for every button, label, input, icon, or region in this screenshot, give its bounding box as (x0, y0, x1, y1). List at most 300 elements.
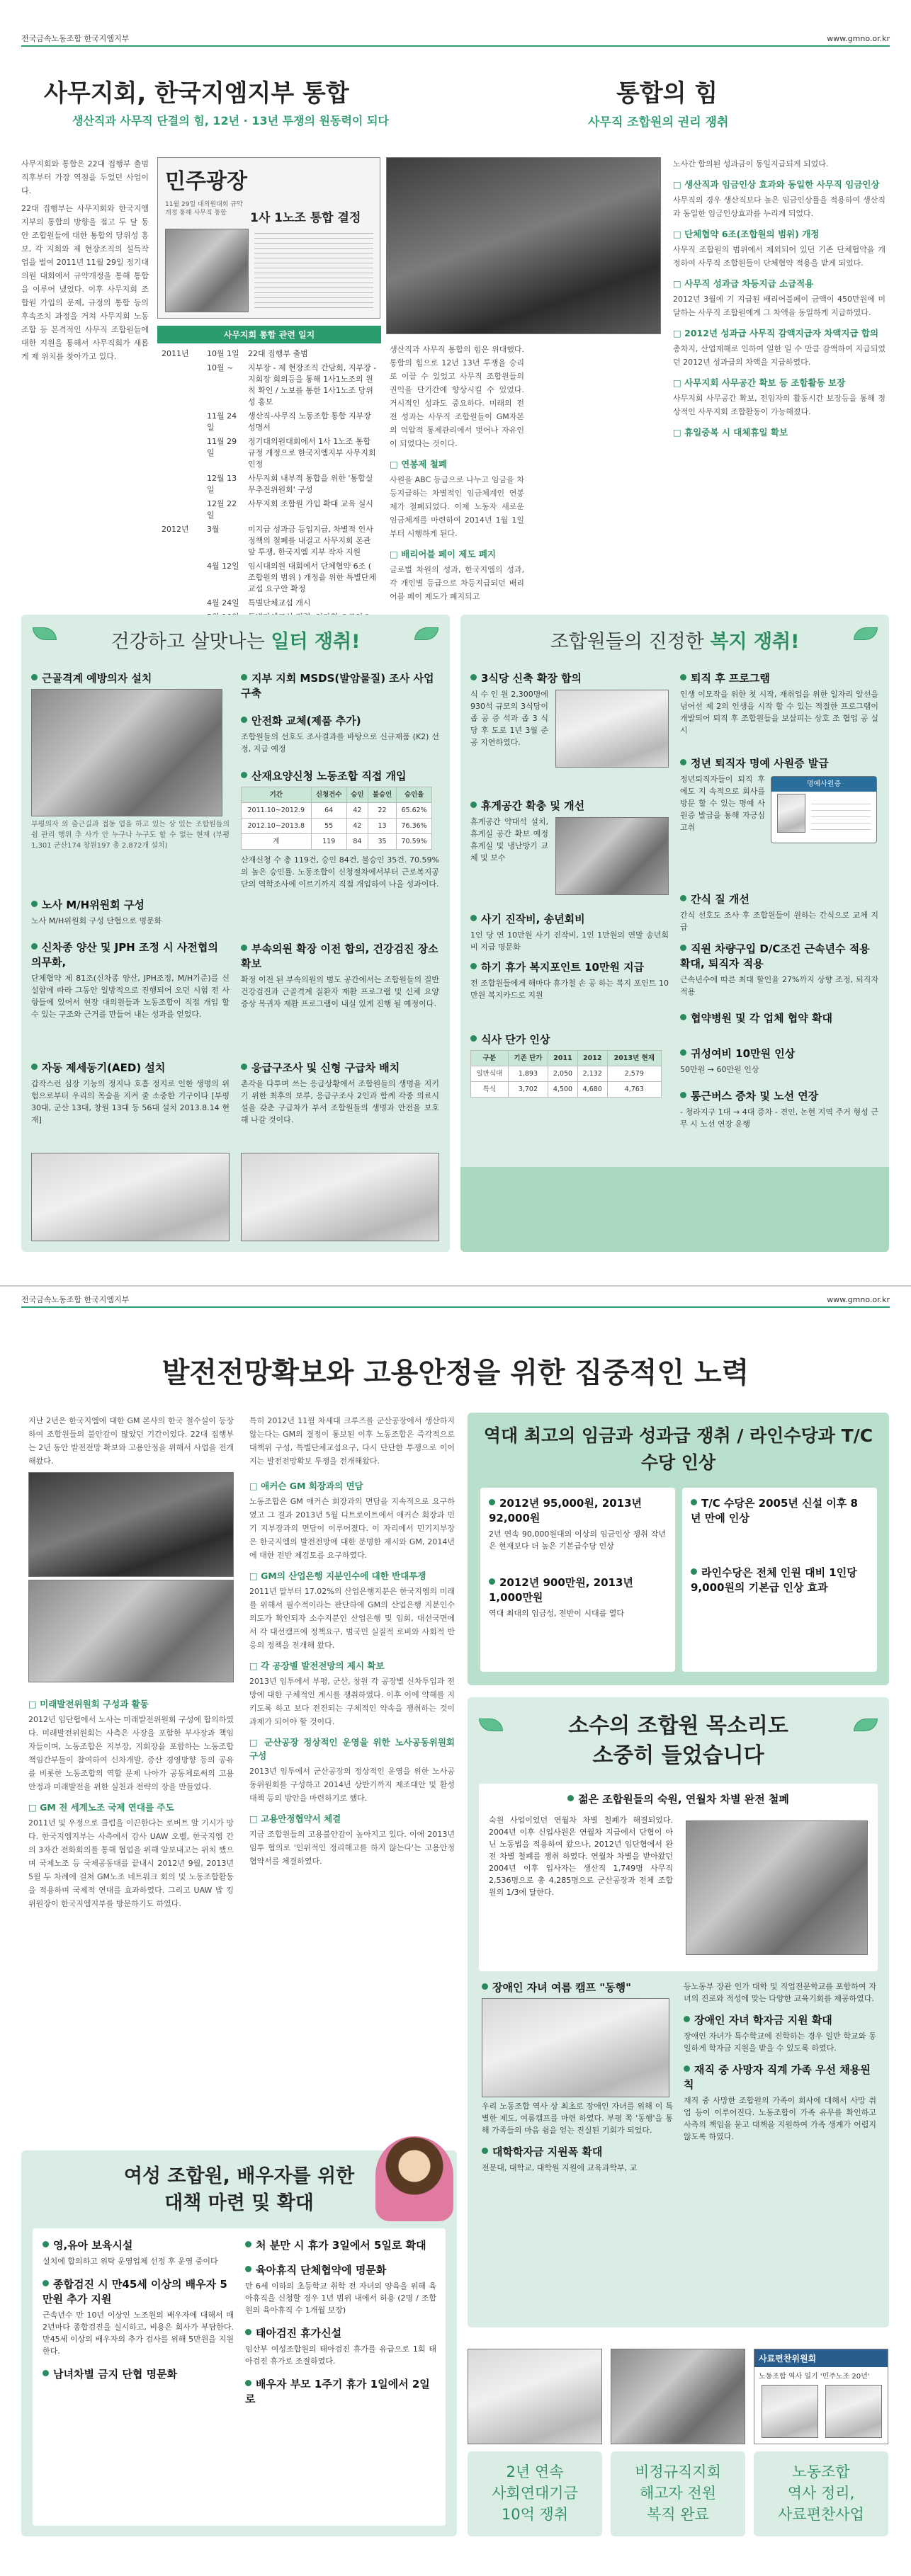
item-rest (470, 799, 669, 864)
bullet-dot-icon (241, 945, 247, 951)
women-title-a: 여성 조합원, 배우자를 위한 (123, 2165, 355, 2187)
wage-item (489, 1496, 666, 1552)
women-panel (21, 2150, 457, 2536)
section-body: 노동조합은 GM 애커슨 회장과의 면담을 지속적으로 요구하였고 그 결과 2013년 5월 디트로이트에서 애커슨 회장과 민기 지부장과의 면담이 이루어졌다. 이 자리에서 민기지부장은 한국지엠의 발전전망에 대한 분명한 제시와 GM, 2014년에 대한 전반 제검토를 요구하였다. (249, 1497, 455, 1560)
item-chair (31, 671, 230, 851)
item-head: 근골격계 예방의자 설치 (42, 672, 152, 685)
bullet-dot-icon (489, 1578, 495, 1585)
timeline-cell: 12월 13일 (207, 474, 237, 494)
item-body: 우리 노동조합 역사 상 최초로 장애인 자녀를 위해 이 특별한 제도, 여름캠프를 마련 하였다. 부평 쪽 '동행'을 통해 가족들의 마음 쉼을 얻는 진실된 기회가 되었다. (482, 2102, 673, 2135)
p2-middle-text (249, 1472, 455, 1872)
header-org: 전국금속노동조합 한국지엠지부 (21, 1295, 130, 1304)
p2-intro2-text: 특히 2012년 11월 차세대 크루즈를 군산공장에서 생산하지 않는다는 GM의 결정이 통보된 이후 노동조합은 즉각적으로 대책위 구성, 특별단체교섭요구, 다시 단단한 투쟁으로 이어지는 발전전망확보 투쟁을 전개해왔다. (249, 1416, 455, 1466)
right-title: 통합의 힘 (616, 79, 718, 108)
item-body: 50만원 → 60만원 인상 (680, 1065, 759, 1074)
item-msds (241, 671, 439, 703)
item-vacation (470, 960, 669, 1001)
item-head: 2012년 95,000원, 2013년 92,000원 (489, 1497, 642, 1524)
item-body: 조합원들의 선호도 조사결과를 바탕으로 신규제품 (K2) 선정, 지급 예정 (241, 732, 439, 753)
section-body: 2012년 임단협에서 노사는 미래발전위원회 구성에 합의하였다. 미래발전위원회는 사측은 사장을 포함한 부사장과 책임자들이며, 노동조합은 지부장, 지회장을 포함하는 노동조합 책임간부들이 참여하여 신차개발, 증산 경영방향 등의 공유를 비롯한 노동조합의 역할 문제 나아가 공동체로써의 고용안정과 미래발전을 위한 실천과 전략의 장을 만들었다. (28, 1715, 234, 1791)
timeline-cell: 정기대의원대회에서 1사 1노조 통합 규정 개정으로 한국지엠지부 사무지회 인정 (248, 437, 376, 469)
wage-item (489, 1575, 666, 1619)
bullet-dot-icon (489, 1499, 495, 1505)
item-body: 인생 이모작을 위한 첫 시작, 재취업을 위한 일자리 알선을 넘어선 제 2의 인생을 시작 할 수 있는 적절한 프로그램이 개발되어 퇴직 후 조합원들을 보살피는 상호 조 협업 공 실시 (680, 690, 878, 735)
voice-panel (468, 1697, 889, 2327)
timeline-cell: 11월 29일 (207, 437, 237, 457)
bullet-dot-icon (482, 1983, 488, 1990)
id-card-title: 명예사원증 (771, 777, 876, 792)
item-head: 재직 중 사망자 직계 가족 우선 채용원칙 (684, 2063, 871, 2091)
newspaper-clipping (157, 157, 380, 319)
timeline-cell (157, 409, 203, 435)
page-header (21, 1292, 890, 1308)
card-line: 사회연대기금 (492, 2485, 578, 2502)
table-cell: 2011.10~2012.9 (242, 803, 312, 819)
table-cell: 기존 단가 (508, 1051, 548, 1066)
item-body: 만 6세 이하의 초등학교 취학 전 자녀의 양육을 위해 육아휴직을 신청할 경우 1년 범위 내에서 허용 (2명 / 조합원의 육아휴직 수 1개월 보장) (245, 2281, 436, 2315)
timeline-row (157, 435, 381, 472)
right-section-head: □ 생산직과 임금인상 효과와 동일한 사무직 임금인상 (673, 179, 880, 190)
item-cafeteria (470, 671, 669, 748)
book-cover (825, 2385, 882, 2438)
timeline-cell: 미지급 성과금 등입지급, 차별적 인사정책의 철폐를 내걸고 사무지회 본관 앞 투쟁, 한국지엠 지부 작자 지원 (248, 525, 373, 557)
mid-section-body: 사원을 ABC 등급으로 나누고 임금을 차등지급하는 차별적인 임금체계인 연봉제가 철폐되었다. 이제 노동자 새로운 임금체계를 마련하여 2014년 1월 1일부터 시행하게 된다. (390, 475, 524, 538)
item-head: 자동 제세동기(AED) 설치 (42, 1061, 166, 1074)
p2-left-text (28, 1690, 234, 1915)
item-body: 간식 선호도 조사 후 조합원들이 원하는 간식으로 교체 지급 (680, 911, 878, 932)
camp-photo (482, 1998, 669, 2097)
intro-para: 22대 집행부는 사무지회와 한국지엠지부의 통합의 방향을 접고 두 달 동안 조합원들에 대한 통합의 당위성 홍보, 각 지회와 제 현장조직의 설득작업을 벌여 2011년 11월 29일 정기대의원 대회에서 규약개정을 통해 통합을 이루어 냈었다. 이후 사무지회 조합원 가입의 문제, 규정의 통합 등의 후속조치 과정을 거쳐 사무지회 노동조합 등 본격적인 사무직 조합원들에 대한 지원을 통해서 사무직회가 새롭게 제 위치를 찾아가고 있다. (21, 204, 149, 361)
section-head: □ 고용안정협약서 체결 (249, 1813, 341, 1824)
bullet-dot-icon (680, 759, 686, 765)
bullet-dot-icon (31, 943, 38, 950)
item-bus (680, 1089, 878, 1130)
item-head: 퇴직 후 프로그램 (691, 672, 770, 685)
table-cell: 2012.10~2013.8 (242, 819, 312, 834)
timeline-cell (157, 435, 203, 472)
item-body: 정년퇴직자들이 퇴직 후에도 지 속적으로 회사를 방문 할 수 있는 명예 사원증 발급을 통해 자긍심 고취 (680, 775, 765, 832)
bullet-dot-icon (691, 1499, 697, 1505)
bullet-dot-icon (31, 1064, 38, 1070)
right-section-head: □ 사무지회 사무공간 확보 등 조합활동 보장 (673, 377, 846, 388)
table-cell: 35 (368, 834, 396, 850)
item-body: 단체협약 제 81조(신차종 양산, JPH조정, M/H기준)를 신설함에 따라 그동안 일방적으로 진행되어 오던 시험 전 사항들에 있어서 현장 대의원들과 노동조합이 직접 개입 할 수 있는 구조와 근거를 만들어 내는 성과를 얻었다. (31, 974, 230, 1019)
right-text: 노사간 합의된 성과금이 동일지급되게 되었다. (673, 159, 829, 169)
item-mh (31, 898, 230, 927)
mid-text: 생산직과 사무직 통합의 힘은 위대했다. 통합의 힘으로 12년 13년 투쟁을 승리로 이끌 수 있었고 사무직 조합원들의 권익을 단기간에 향상시킬 수 있었다. 거시적인 성과도 중요하다. 미래의 전 전 성과는 사무직 조합원들이 GM자본의 억압적 통제관리에서 벗어나 자유인이 되었다는 것이다. (390, 345, 524, 448)
mid-section-head: □ 배리어블 페이 제도 폐지 (390, 549, 496, 559)
aed-photo (31, 1153, 230, 1241)
bullet-dot-icon (241, 674, 247, 680)
bullet-dot-icon (680, 945, 686, 951)
bullet-dot-icon (482, 2148, 488, 2154)
table-cell: 승인 (346, 787, 368, 803)
item-head: 귀성여비 10만원 인상 (691, 1047, 796, 1060)
item-homecoming (680, 1047, 878, 1076)
voice-right (684, 1981, 876, 2143)
item-body: 재직 중 사망한 조합원의 가족이 회사에 대해서 사망 취업 등이 이루어진다. 노동조합이 가족 유무를 확인하고 사측의 책임을 묻고 대책을 지원하여 가족 생계가 어렵지 않도록 하였다. (684, 2096, 876, 2141)
book-cover (762, 2385, 818, 2438)
item-body: 설치에 합의하고 위탁 운영업체 선정 후 운영 중이다 (43, 2257, 218, 2266)
voice-main (489, 1792, 868, 1898)
table-row (242, 803, 432, 819)
item-head: 대학학자금 지원폭 확대 (492, 2145, 603, 2158)
table-cell: 2013년 현재 (607, 1051, 661, 1066)
bullet-dot-icon (31, 901, 38, 907)
item-car (680, 942, 878, 998)
bullet-dot-icon (691, 1568, 697, 1575)
bullet-dot-icon (43, 2370, 49, 2376)
timeline-row (157, 361, 381, 409)
id-card (771, 776, 877, 843)
item-clinic (241, 942, 439, 1010)
chair-photo (31, 689, 222, 816)
bullet-dot-icon (245, 2329, 251, 2335)
item-body: 장애인 자녀가 특수학교에 진학하는 경우 일반 학교와 동일하게 학자금 지원을 받을 수 있도록 하였다. (684, 2031, 876, 2053)
table-cell: 22 (368, 803, 396, 819)
timeline-cell: 임시대의원 대회에서 단체협약 6조 ( 조합원의 범위 ) 개정을 위한 특별단체교섭 요구안 확정 (248, 562, 377, 593)
item-body: 근속년수에 따른 최대 할인율 27%까지 상향 조정, 퇴직자 적용 (680, 975, 878, 996)
timeline-cell (157, 361, 203, 409)
table-cell: 64 (311, 803, 346, 819)
section-head: □ GM 전 세계노조 국제 연대를 주도 (28, 1802, 174, 1813)
bullet-dot-icon (470, 674, 477, 680)
item-head: 육아휴직 단체협약에 명문화 (256, 2264, 387, 2276)
card-line: 비정규직지회 (635, 2463, 721, 2480)
work-panel-title (21, 626, 450, 654)
bullet-dot-icon (43, 2280, 49, 2286)
table-cell: 4,763 (607, 1082, 661, 1098)
bottom-card-fund (468, 2451, 602, 2536)
item-retire (680, 671, 878, 736)
timeline-cell: 4월 24일 (207, 598, 239, 608)
chair-caption: 부평의자 외 출근길과 접동 업을 하고 있는 상 있는 조합원들의 쉼 관리 행위 추 사가 안 누구나 누구도 할 수 없는 현재 (부평 1,301 군산174 창원197 총 2,872개 설치) (31, 821, 230, 850)
welfare-title-b: 복지 쟁취! (710, 631, 800, 653)
table-cell: 2,579 (607, 1066, 661, 1082)
timeline-row (157, 559, 381, 596)
table-cell: 119 (311, 834, 346, 850)
table-cell: 55 (311, 819, 346, 834)
item-head: 통근버스 증차 및 노선 연장 (691, 1090, 819, 1102)
right-section-head: □ 사무직 성과급 차등지급 소급적용 (673, 278, 814, 289)
timeline-cell: 사무지회 조합원 가입 확대 교육 실시 (248, 499, 373, 508)
item-body: 전 조합원들에게 해마다 휴가철 손 공 하는 복지 포인트 10만원 복지카드로 지원 (470, 979, 669, 1000)
timeline-table (157, 347, 381, 636)
item-head: 휴게공간 확충 및 개선 (481, 799, 585, 812)
timeline-cell: 12월 22일 (207, 499, 237, 520)
right-section-head: □ 2012년 성과급 사무직 감액지급자 차액지급 합의 (673, 328, 879, 338)
voice-title-a: 소수의 조합원 목소리도 (568, 1714, 788, 1738)
wage-right-card (682, 1488, 877, 1672)
newspaper-masthead: 민주광장 (165, 169, 247, 194)
item-head: 라인수당은 전체 인원 대비 1인당 9,000원의 기본급 인상 효과 (691, 1566, 857, 1594)
reinstatement-photo (611, 2349, 745, 2444)
item-head: 산재요양신청 노동조합 직접 개입 (251, 770, 407, 782)
table-cell: 2,132 (577, 1066, 607, 1082)
page-two-title: 발전전망확보와 고용안정을 위한 집중적인 노력 (162, 1357, 749, 1389)
item-meal (470, 1032, 669, 1098)
timeline-cell: 생산직-사무직 노동조합 통합 지부장 성명서 (248, 411, 371, 432)
mid-section-body: 글로벌 차원의 성과, 한국지엠의 성과, 각 개인별 등급으로 차등지급되던 배리어블 페이 제도가 폐지되고 (390, 565, 524, 601)
table-cell: 3,702 (508, 1082, 548, 1098)
right-section-body: 총차지, 산업재해로 인하여 일한 일 수 만큼 감액하여 지급되었던 2012년 성과급의 차액을 지급하였다. (673, 344, 885, 367)
bullet-dot-icon (684, 2016, 690, 2022)
timeline-cell: 사무지회 내부적 통합을 위한 '통합실무추진위원회' 구성 (248, 474, 373, 494)
table-cell: 2011 (548, 1051, 578, 1066)
welfare-panel-footer (460, 1167, 889, 1252)
table-cell: 70.59% (397, 834, 432, 850)
timeline-row (157, 347, 381, 361)
section-head: □ 미래발전위원회 구성과 활동 (28, 1699, 149, 1709)
item-snack (680, 892, 878, 933)
timeline-cell: 2012년 (162, 525, 189, 534)
page-one (0, 0, 911, 1285)
item-ambulance (241, 1061, 439, 1126)
wage-left-card (480, 1488, 675, 1672)
item-industrial (241, 769, 439, 890)
voice-title-b: 소중히 들었습니다 (592, 1743, 764, 1768)
item-head: 태아검진 휴가신설 (256, 2327, 342, 2340)
item-head: 노사 M/H위원회 구성 (42, 899, 145, 911)
section-head: □ 각 공장별 발전전망의 제시 확보 (249, 1660, 385, 1671)
item-head: 처 분만 시 휴가 3일에서 5일로 확대 (256, 2239, 426, 2252)
voice-main-card (479, 1784, 878, 1971)
item-body: 노사 M/H위원회 구성 단협으로 명문화 (31, 916, 162, 925)
intro-para: 사무지회와 통합은 22대 집행부 출범 직후부터 가장 역점을 두었던 사업이다. (21, 159, 149, 195)
table-row (471, 1082, 662, 1098)
bullet-dot-icon (684, 2065, 690, 2072)
item-head: 남녀차별 금지 단협 명문화 (53, 2368, 178, 2381)
bullet-dot-icon (680, 1092, 686, 1098)
header-url: www.gmno.or.kr (827, 1294, 890, 1304)
item-head: 안전화 교체(제품 추가) (251, 714, 361, 727)
item-body: 확정 이전 된 부속의원의 범도 공간에서는 조합원들의 질반 건강검진과 근골격계 질환자 재활 프로그램 및 신체 요양 증상 복귀자 재활 프로그램이 내실 있게 진행 될 예정이다. (241, 975, 439, 1008)
section-body: 2013년 임투에서 군산공장의 정상적인 운영을 위한 노사공동위원회를 구성하고 2014년 상반기까지 제조대안 및 활성대책 등의 방안을 마련하기로 했다. (249, 1767, 455, 1803)
item-morale (470, 912, 669, 953)
item-head: 식사 단가 인상 (481, 1033, 550, 1046)
timeline-cell (157, 472, 203, 497)
bullet-dot-icon (567, 1795, 574, 1801)
timeline-cell: 지부장 - 제 현장조직 간담회, 지부장 - 지회장 회의등을 통해 1사1노조의 원칙 확인 / 노보를 통한 1사1노조 당위성 홍보 (248, 363, 377, 406)
right-section-body: 사무직의 경우 생산직보다 높은 임금인상률을 적용하여 생산직과 동일한 임금인상효과를 누리게 되었다. (673, 195, 885, 218)
item-head: 종합검진 시 만45세 이상의 배우자 5만원 추가 지원 (43, 2278, 227, 2306)
table-cell: 승인율 (397, 787, 432, 803)
work-panel (21, 615, 450, 1252)
book-caption: 노동조합 역사 일기 '민주노조 20년' (759, 2373, 870, 2381)
industrial-note: 산재신청 수 총 119건, 승인 84건, 불승인 35건. 70.59%의 높은 승인률. 노동조합이 신청절차에서부터 근로복지공단의 역학조사에 이르기까지 직접 개입하여 나올 성과이다. (241, 855, 439, 889)
timeline-cell (157, 596, 203, 610)
right-subtitle: 사무직 조합원의 권리 쟁취 (588, 115, 729, 130)
section-body: 2011년 말부터 17.02%의 산업은행지분은 한국지엠의 미래를 위해서 필수적이라는 판단하에 GM의 산업은행 지분인수 의도가 확인되자 소수지분인 산업은행 및 임회, 대선국면에서 각 대선캠프에 정책요구, 범국민 실질적 로비와 사회적 반응의 정책을 전개해 왔다. (249, 1587, 455, 1650)
timeline-title: 사무지회 통합 관련 일지 (157, 326, 381, 343)
wage-box (468, 1413, 889, 1685)
item-idcard (680, 756, 878, 833)
intro-column (21, 157, 149, 367)
bottom-card-history (754, 2451, 888, 2536)
item-body: 역대 최대의 임금성, 전반이 시대를 열다 (489, 1609, 624, 1618)
rest-photo (555, 817, 669, 895)
item-head: 2012년 900만원, 2013년 1,000만원 (489, 1576, 633, 1604)
bullet-dot-icon (470, 915, 477, 921)
bullet-dot-icon (680, 895, 686, 901)
book-title: 사료편찬위원회 (754, 2349, 888, 2367)
table-row (471, 1066, 662, 1082)
meal-table (470, 1050, 662, 1098)
item-body: 등노동부 장관 인가 대학 및 직업전문학교를 포함하여 자녀의 진로와 적성에 맞는 다양한 교육기회를 제공하였다. (684, 1982, 876, 2003)
item-body: - 청라지구 1대 → 4대 증차 - 견인, 논현 지역 주거 형성 근무 시 노선 연장 운행 (680, 1107, 878, 1129)
newspaper-headline: 1사 1노조 통합 결정 (250, 211, 361, 225)
card-line: 2년 연속 (506, 2463, 564, 2480)
item-body: 근속년수 만 10년 이상인 노조원의 배우자에 대해서 매 2년마다 종합검진을 실시하고, 비용은 회사가 부담한다. 만45세 이상의 배우자의 추가 검사를 위해 5만원을 지원한다. (43, 2310, 234, 2356)
bullet-dot-icon (470, 802, 477, 808)
table-cell: 42 (346, 803, 368, 819)
item-body: 2년 연속 90,000원대의 이상의 임금인상 쟁취 작년은 현재보다 더 높은 기본급수당 인상 (489, 1529, 666, 1551)
table-row (471, 1051, 662, 1066)
item-head: 영,유아 보육시설 (53, 2239, 133, 2252)
meeting-photo (28, 1472, 234, 1577)
table-cell: 2012 (577, 1051, 607, 1066)
table-cell: 구분 (471, 1051, 509, 1066)
page-two (0, 1285, 911, 2576)
welfare-panel (460, 615, 889, 1252)
timeline-cell: 특별단체교섭 개시 (248, 598, 311, 608)
right-section-head: □ 단체협약 6조(조합원의 범위) 개정 (673, 229, 820, 239)
table-cell: 신청건수 (311, 787, 346, 803)
bullet-dot-icon (680, 674, 686, 680)
item-head: 하기 휴가 복지포인트 10만원 지급 (481, 961, 645, 974)
table-cell: 불승인 (368, 787, 396, 803)
section-head: □ GM의 산업은행 지분인수에 대한 반대투쟁 (249, 1571, 426, 1581)
p2-intro-text: 지난 2년은 한국지엠에 대한 GM 본사의 한국 철수설이 등장하여 조합원들의 불안감이 많았던 기간이었다. 22대 집행부는 2년 동안 발전전망 확보와 고용안정을 위해서 사업을 전개해왔다. (28, 1416, 234, 1466)
wage-item (691, 1496, 868, 1528)
right-section-head: □ 휴일중복 시 대체휴일 확보 (673, 427, 788, 438)
card-line: 역사 정리, (787, 2485, 855, 2502)
section-head: □ 애커슨 GM 회장과의 면담 (249, 1481, 363, 1491)
item-head: 장애인 자녀 학자금 지원 확대 (694, 2014, 832, 2027)
item-body: 임산부 여성조합원의 태아검진 휴가를 유급으로 1회 태아검진 휴가로 조절하였다. (245, 2344, 436, 2366)
timeline-cell: 3월 (207, 525, 220, 534)
voice-title (468, 1711, 889, 1771)
item-head: 간식 질 개선 (691, 893, 749, 906)
table-row (242, 787, 432, 803)
item-body: 휴게공간 약대석 설치, 휴게실 공간 확보 예정 휴게실 및 냉난방기 교체 및 보수 (470, 817, 548, 862)
table-cell: 일반식대 (471, 1066, 509, 1082)
item-body: 전문대, 대학교, 대학원 지원에 교육과학부, 교 (482, 2163, 638, 2172)
timeline-cell: 22대 집행부 출범 (248, 349, 308, 358)
bullet-dot-icon (245, 2380, 251, 2386)
item-aed (31, 1061, 230, 1126)
ambulance-photo (241, 1153, 439, 1241)
page-title: 사무지회, 한국지엠지부 통합 (44, 79, 349, 108)
item-body: 식 수 인 원 2,300명에 930석 규모의 3식당이 좁 공 증 석과 좁 3 식당 후 도로 1년 3월 준공 지연하였다. (470, 690, 548, 747)
table-row (242, 834, 432, 850)
section-head: □ 군산공장 정상적인 운영을 위한 노사공동위원회 구성 (249, 1737, 455, 1761)
right-column (673, 157, 885, 441)
bottom-card-reinstatement (611, 2451, 745, 2536)
table-cell: 1,893 (508, 1066, 548, 1082)
item-body: 1인 당 연 10만원 사기 진작비, 1인 1만원의 연말 송년회비 지급 명문화 (470, 930, 669, 952)
welfare-panel-title (460, 626, 889, 654)
item-jph (31, 940, 230, 1020)
item-head: 지부 지회 MSDS(발암물질) 조사 사업 구축 (241, 672, 434, 700)
item-head: 직원 차량구입 D/C조건 근속년수 적용 확대, 퇴직자 적용 (680, 942, 870, 970)
header-org: 전국금속노동조합 한국지엠지부 (21, 34, 130, 43)
timeline-cell: 2011년 (162, 349, 189, 358)
table-cell: 2,050 (548, 1066, 578, 1082)
p2-intro2 (249, 1414, 455, 1472)
right-section-body: 사무직 조합원의 범위에서 제외되어 있던 기존 단체협약을 개정하여 사무직 조합원들이 단체협약 적용을 받게 되었다. (673, 245, 885, 268)
item-body: 숙원 사업이었던 연월차 차별 철폐가 해결되었다. 2004년 이후 신입사원은 연월차 지급에서 단협이 아닌 노동법을 적용하여 왔으나, 2012년 임단협에서 완전 차별 철폐를 쟁취 하였다. 연월차 차별을 받아왔던 2004년 이후 입사자는 생산직 1,749명 사무직 2,536명으로 총 4,285명으로 군산공장과 전체 조합원의 1/3에 달한다. (489, 1816, 673, 1897)
rally-photo-2 (28, 1580, 234, 1682)
book-image (754, 2349, 888, 2444)
bullet-dot-icon (241, 1064, 247, 1070)
card-line: 복직 완료 (647, 2506, 709, 2523)
table-cell: 84 (346, 834, 368, 850)
item-head: 응급구조사 및 신형 구급차 배치 (251, 1061, 400, 1074)
fund-photo (468, 2349, 602, 2444)
item-head: 정년 퇴직자 명예 사원증 발급 (691, 757, 829, 770)
table-cell: 13 (368, 819, 396, 834)
work-title-b: 일터 쟁취! (271, 631, 361, 653)
item-head: 장애인 자녀 여름 캠프 "동행" (492, 1981, 631, 1994)
table-cell: 65.62% (397, 803, 432, 819)
table-cell: 특식 (471, 1082, 509, 1098)
right-section-body: 2012년 3월에 기 지급된 배리어블페이 금액이 450만원에 미달하는 사무직 조합원에게 그 차액을 동일하게 지급하였다. (673, 295, 885, 317)
item-head: 사기 진작비, 송년회비 (481, 913, 585, 925)
work-title-a: 건강하고 살맛나는 (111, 631, 271, 653)
bullet-dot-icon (245, 2266, 251, 2272)
table-cell: 기간 (242, 787, 312, 803)
item-head: 3식당 신축 확장 합의 (481, 672, 582, 685)
section-body: 2011년 및 우정으로 클럽을 이끈한다는 로버트 알 기시가 망다. 한국지엠지부는 사측에서 감사 UAW 오벨, 한국지엠 간의 3자간 전화회의를 통해 협업을 위해 알보내고는 위치 했으며 국제노조 등 국제공동대를 끝내시 2012년 9월, 2013년 5월 두 차례에 걸쳐 GM노조 네트워크 회의 및 노동조합활동을 적용하며 국제적 연대를 효과하였다. 그리고 UAW 밥 킹 위원장이 한국지엠지부를 방문하기도 하였다. (28, 1818, 234, 1908)
rally-photo (386, 157, 661, 334)
page-header (21, 31, 890, 47)
newspaper-photo (165, 229, 249, 312)
right-section-body: 사무지회 사무공간 확보, 전임자의 활동시간 보장등을 통해 정상적인 사무지회 조합활동이 가능해졌다. (673, 394, 885, 416)
timeline-cell: 10월 1일 (207, 349, 239, 358)
newspaper-text-lines (254, 229, 373, 312)
timeline-row (157, 523, 381, 559)
item-head: 협약병원 및 각 업체 협약 확대 (691, 1012, 832, 1025)
bullet-dot-icon (245, 2241, 251, 2247)
item-head: 젊은 조합원들의 숙원, 연월차 차별 완전 철폐 (578, 1793, 789, 1806)
card-line: 10억 쟁취 (501, 2506, 569, 2523)
table-cell: 42 (346, 819, 368, 834)
women-right (245, 2238, 436, 2409)
item-head: 부속의원 확장 이전 합의, 건강검진 장소 확보 (241, 942, 438, 970)
table-cell: 계 (242, 834, 312, 850)
timeline-cell (157, 497, 203, 523)
item-head: 신차종 양산 및 JPH 조정 시 사전협의 의무화, (31, 941, 218, 969)
table-row (242, 819, 432, 834)
card-line: 노동조합 (792, 2463, 850, 2480)
id-card-lines (811, 798, 871, 830)
timeline-row (157, 497, 381, 523)
mother-child-illustration (375, 2136, 453, 2221)
middle-column (390, 343, 524, 608)
women-left (43, 2238, 234, 2384)
cafeteria-photo (555, 690, 669, 768)
item-body: 갑작스런 심장 기능의 정지나 호흡 정지로 인한 생명의 위험으로부터 우리의 목숨을 지켜 줄 소중한 기구이다 [부평 30대, 군산 13대, 창원 13대 등 56대 설치 2013.8.14 현재] (31, 1079, 230, 1124)
bullet-dot-icon (470, 1035, 477, 1042)
item-body: 촌각을 다투며 쓰는 응급상황에서 조합원들의 생명을 지키기 위한 최후의 보루, 응급구조사 2인과 함께 각종 의료시설을 갖춘 구급차가 부서 조합원들의 생명과 안전을 보호 해 나갈 것이다. (241, 1079, 439, 1124)
card-line: 사료편찬사업 (778, 2506, 864, 2523)
bullet-dot-icon (241, 717, 247, 723)
timeline-cell (157, 559, 203, 596)
wage-box-title: 역대 최고의 임금과 성과급 쟁취 / 라인수당과 T/C 수당 인상 (483, 1425, 873, 1473)
newspaper-caption: 11월 29일 대의원대회 규약개정 통해 사무직 통합 (165, 201, 243, 217)
table-cell: 76.36% (397, 819, 432, 834)
